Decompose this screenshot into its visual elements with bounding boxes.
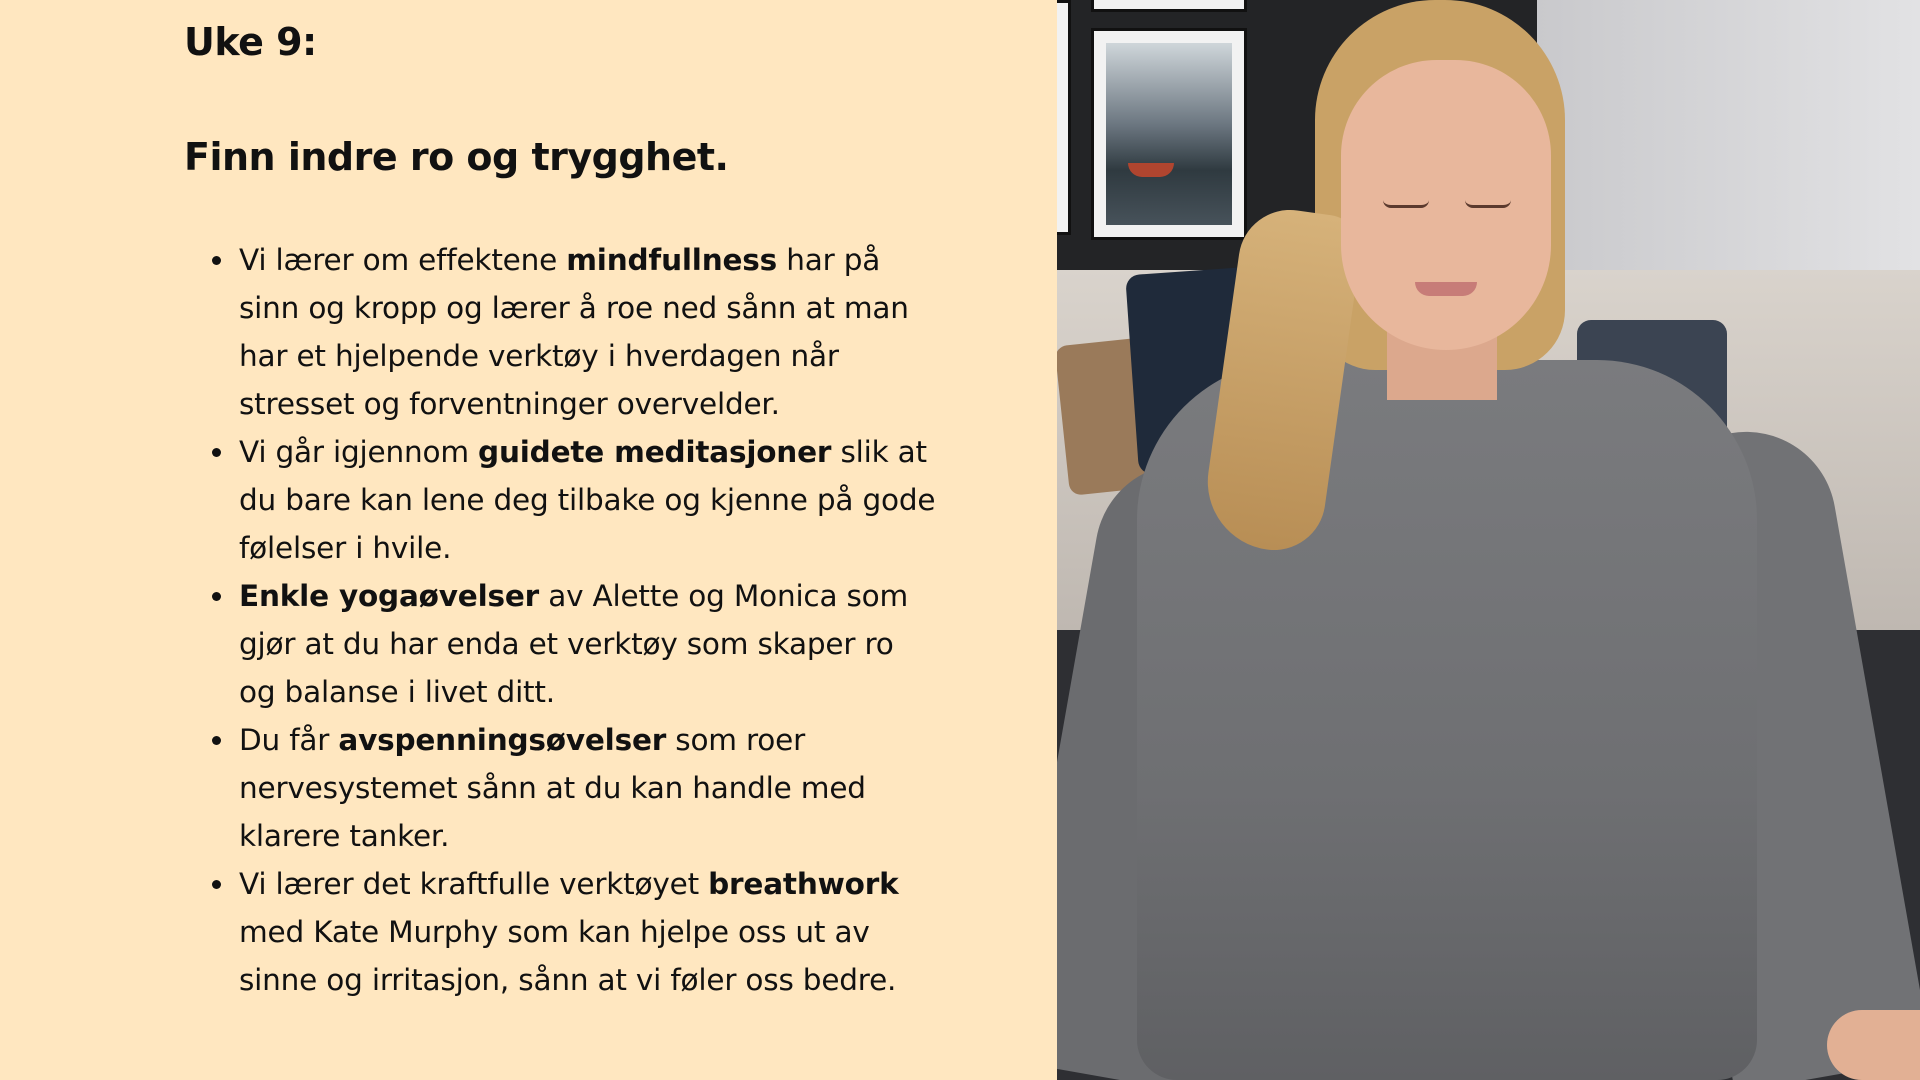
list-item xyxy=(239,716,939,860)
page-heading: Finn indre ro og trygghet. xyxy=(184,135,729,179)
meditating-woman xyxy=(1057,0,1920,1080)
bullet-text: Vi lærer om effektene xyxy=(239,243,567,277)
bullet-bold-text: Enkle yogaøvelser xyxy=(239,579,540,613)
meditation-photo xyxy=(1057,0,1920,1080)
bullet-text: Vi lærer det kraftfulle verktøyet xyxy=(239,867,709,901)
bullet-text: av Alette og Monica som gjør at du har enda et verktøy som skaper ro og balanse i livet ditt. xyxy=(239,579,909,709)
closed-eye xyxy=(1383,200,1429,208)
hand xyxy=(1827,1010,1920,1080)
list-item xyxy=(239,236,939,428)
bullet-bold-text: mindfullness xyxy=(566,243,778,277)
bullet-text: med Kate Murphy som kan hjelpe oss ut av sinne og irritasjon, sånn at vi føler oss bedre. xyxy=(239,915,897,997)
bullet-list xyxy=(239,236,939,1004)
bullet-text: slik at du bare kan lene deg tilbake og kjenne på gode følelser i hvile. xyxy=(239,435,936,565)
bullet-text: Vi går igjennom xyxy=(239,435,479,469)
bullet-bold-text: breathwork xyxy=(708,867,899,901)
list-item xyxy=(239,572,939,716)
bullet-bold-text: avspenningsøvelser xyxy=(338,723,667,757)
list-item xyxy=(239,860,939,1004)
face xyxy=(1341,60,1551,350)
bullet-text: har på sinn og kropp og lærer å roe ned sånn at man har et hjelpende verktøy i hverdagen når stresset og forventninger overvelder. xyxy=(239,243,909,421)
smile xyxy=(1415,282,1477,296)
bullet-text: som roer nervesystemet sånn at du kan handle med klarere tanker. xyxy=(239,723,866,853)
closed-eye xyxy=(1465,200,1511,208)
week-title: Uke 9: xyxy=(184,20,317,64)
list-item xyxy=(239,428,939,572)
bullet-bold-text: guidete meditasjoner xyxy=(478,435,832,469)
bullet-text: Du får xyxy=(239,723,339,757)
